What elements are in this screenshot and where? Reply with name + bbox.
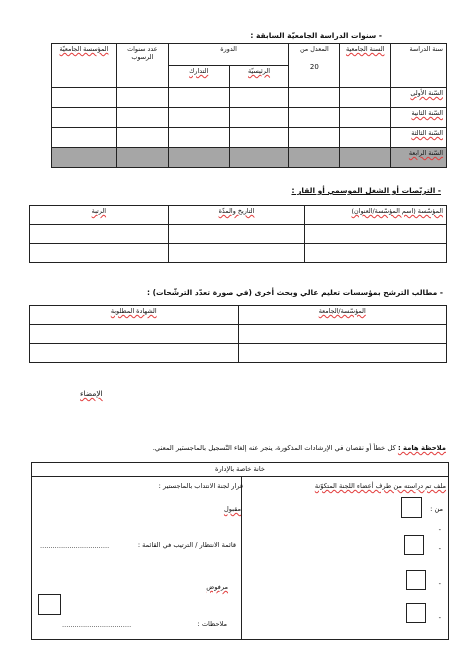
table-cell[interactable]: [52, 108, 117, 128]
table-cell[interactable]: [30, 325, 239, 344]
table-cell[interactable]: [30, 344, 239, 363]
table-cell[interactable]: [116, 148, 168, 168]
table-row: [30, 344, 447, 363]
table-cell[interactable]: [30, 244, 169, 263]
rejected-checkbox[interactable]: [38, 594, 61, 615]
table-cell[interactable]: [168, 244, 305, 263]
header-average: المعدل من 20: [289, 44, 340, 88]
row-label: السّنة الثانية: [391, 108, 447, 128]
table-cell[interactable]: [30, 225, 169, 244]
remarks-dots[interactable]: .................................: [62, 621, 132, 629]
table-cell[interactable]: [340, 88, 391, 108]
table-cell[interactable]: [305, 244, 447, 263]
section2-heading: - التربّصات أو الشغل الموسمي أو القار :: [291, 186, 441, 195]
table-cell[interactable]: [229, 128, 289, 148]
header-rank: الرتبة: [30, 206, 169, 225]
table-cell[interactable]: [238, 344, 447, 363]
section1-heading: - سنوات الدراسة الجامعيّة السابقة :: [250, 31, 382, 40]
table-cell[interactable]: [116, 88, 168, 108]
table-cell[interactable]: [289, 128, 340, 148]
committee-member-box-4[interactable]: [406, 603, 426, 623]
row-label: السّنة الأولى: [391, 88, 447, 108]
table-cell[interactable]: [340, 108, 391, 128]
table-cell[interactable]: [289, 148, 340, 168]
header-session: الدورة: [168, 44, 289, 66]
header-institution-university: المؤسّسة/الجامعة: [238, 306, 447, 325]
header-repeat-count: عدد سنوات الرسوب: [116, 44, 168, 88]
table-cell[interactable]: [289, 108, 340, 128]
table-cell[interactable]: [229, 148, 289, 168]
dash-4: -: [438, 614, 441, 622]
committee-member-box-3[interactable]: [406, 570, 426, 590]
committee-from-label: من :: [430, 505, 443, 513]
committee-member-box-2[interactable]: [404, 535, 424, 555]
table-row: [52, 88, 447, 108]
header-institution: المؤسسة الجامعيّة: [52, 44, 117, 88]
accepted-label: مقبول: [223, 505, 241, 513]
admin-box-title: خانة خاصة بالإدارة: [32, 463, 448, 477]
header-university-year: السنة الجامعية: [340, 44, 391, 88]
signature-label: الإمضاء: [80, 389, 103, 398]
admin-box-divider: [241, 477, 242, 640]
decision-title: قرار لجنة الانتداب بالماجستير :: [158, 482, 243, 490]
table-cell[interactable]: [168, 225, 305, 244]
header-date-duration: التاريخ والمدّة: [168, 206, 305, 225]
section3-heading: - مطالب الترشح بمؤسسات تعليم عالي وبحث أخرى (في صورة تعدّد الترشّحات) :: [146, 288, 443, 297]
waiting-list-dots[interactable]: .................................: [40, 542, 110, 550]
table-row: [30, 244, 447, 263]
table-cell[interactable]: [238, 325, 447, 344]
committee-member-box-1[interactable]: [401, 497, 422, 518]
table-row: [52, 148, 447, 168]
other-applications-table: [29, 305, 447, 363]
rejected-label: مرفوض: [206, 583, 228, 591]
table-cell[interactable]: [289, 88, 340, 108]
table-cell[interactable]: [229, 88, 289, 108]
note-bold: ملاحظة هامة :: [397, 444, 446, 452]
row-label: السّنة الرابعة: [391, 148, 447, 168]
table-cell[interactable]: [168, 88, 229, 108]
remarks-label: ملاحظات :: [197, 620, 227, 628]
table-row: [30, 325, 447, 344]
dash-3: -: [438, 580, 441, 588]
dash-1: -: [438, 526, 441, 534]
note-text: كل خطأ أو نقصان في الإرشادات المذكورة، ينجر عنه إلغاء التّسجيل بالماجستير المعني.: [152, 444, 398, 452]
committee-title: ملف تم دراسته من طرف أعضاء اللجنة المتكوّنة: [314, 482, 446, 490]
table-row: [52, 128, 447, 148]
table-cell[interactable]: [52, 148, 117, 168]
table-cell[interactable]: [168, 128, 229, 148]
table-row: [30, 225, 447, 244]
table-cell[interactable]: [168, 148, 229, 168]
previous-studies-table: [51, 43, 447, 168]
header-degree: الشهادة المطلوبة: [30, 306, 239, 325]
table-cell[interactable]: [116, 108, 168, 128]
table-cell[interactable]: [52, 88, 117, 108]
header-main-session: الرئيسيّة: [229, 66, 289, 88]
important-note: [153, 444, 446, 452]
internships-table: [29, 205, 447, 263]
row-label: السّنة الثالثة: [391, 128, 447, 148]
header-makeup-session: التدارك: [168, 66, 229, 88]
table-cell[interactable]: [340, 128, 391, 148]
table-cell[interactable]: [116, 128, 168, 148]
header-institution-address: المؤسّسة (اسم المؤسّسة/العنوان): [305, 206, 447, 225]
waiting-list-label: قائمة الانتظار / الترتيب في القائمة :: [137, 541, 236, 549]
dash-2: -: [438, 545, 441, 553]
table-cell[interactable]: [340, 148, 391, 168]
table-cell[interactable]: [229, 108, 289, 128]
table-cell[interactable]: [52, 128, 117, 148]
header-year: سنة الدراسة: [391, 44, 447, 88]
table-cell[interactable]: [305, 225, 447, 244]
table-row: [52, 108, 447, 128]
table-cell[interactable]: [168, 108, 229, 128]
